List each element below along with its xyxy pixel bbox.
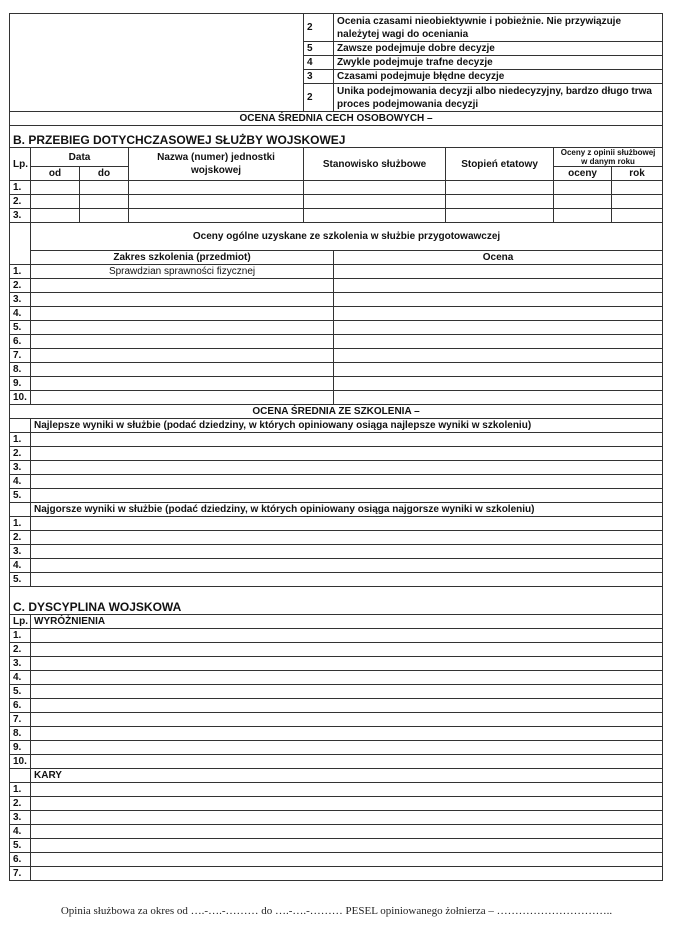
table-row bbox=[10, 405, 663, 419]
worst-result-field[interactable] bbox=[31, 531, 663, 545]
table-row bbox=[10, 853, 663, 867]
table-row bbox=[10, 335, 663, 349]
table-row bbox=[10, 251, 663, 265]
training-grade-header: Ocena bbox=[334, 251, 663, 265]
worst-results-title: Najgorsze wyniki w służbie (podać dziedziny, w których opiniowany osiąga najgorsze wyniki w szkoleniu) bbox=[31, 503, 663, 517]
table-row bbox=[10, 461, 663, 475]
blank-lp bbox=[10, 769, 31, 783]
row-number: 5. bbox=[10, 685, 31, 699]
table-row bbox=[10, 727, 663, 741]
table-row bbox=[10, 279, 663, 293]
trait-description: Zawsze podejmuje dobre decyzje bbox=[334, 42, 663, 56]
row-number: 4. bbox=[10, 307, 31, 321]
table-row bbox=[10, 755, 663, 769]
row-number: 10. bbox=[10, 391, 31, 405]
training-subject-field[interactable] bbox=[31, 293, 334, 307]
row-number: 6. bbox=[10, 335, 31, 349]
table-row bbox=[10, 839, 663, 853]
best-result-field[interactable] bbox=[31, 461, 663, 475]
award-field[interactable] bbox=[31, 629, 663, 643]
table-row bbox=[10, 447, 663, 461]
form-table bbox=[9, 13, 663, 881]
to-field[interactable] bbox=[80, 181, 129, 195]
row-number: 4. bbox=[10, 825, 31, 839]
worst-result-field[interactable] bbox=[31, 517, 663, 531]
grades-field[interactable] bbox=[554, 195, 612, 209]
unit-field[interactable] bbox=[129, 209, 304, 223]
table-row bbox=[10, 643, 663, 657]
trait-name-cell bbox=[10, 14, 304, 112]
table-row bbox=[10, 14, 663, 42]
trait-score: 2 bbox=[304, 14, 334, 42]
post-field[interactable] bbox=[304, 181, 446, 195]
blank-lp bbox=[10, 419, 31, 433]
row-number: 1. bbox=[10, 783, 31, 797]
table-row bbox=[10, 573, 663, 587]
award-field[interactable] bbox=[31, 699, 663, 713]
section-b-title: B. PRZEBIEG DOTYCHCZASOWEJ SŁUŻBY WOJSKOWEJ bbox=[10, 126, 663, 148]
col-grades: oceny bbox=[554, 167, 612, 181]
best-result-field[interactable] bbox=[31, 447, 663, 461]
unit-field[interactable] bbox=[129, 181, 304, 195]
row-number: 9. bbox=[10, 741, 31, 755]
row-number: 1. bbox=[10, 181, 31, 195]
award-field[interactable] bbox=[31, 643, 663, 657]
post-field[interactable] bbox=[304, 209, 446, 223]
row-number: 7. bbox=[10, 349, 31, 363]
from-field[interactable] bbox=[31, 209, 80, 223]
trait-score: 3 bbox=[304, 70, 334, 84]
rank-field[interactable] bbox=[446, 195, 554, 209]
penalty-field[interactable] bbox=[31, 839, 663, 853]
rank-field[interactable] bbox=[446, 181, 554, 195]
row-number: 2. bbox=[10, 279, 31, 293]
col-to: do bbox=[80, 167, 129, 181]
table-row bbox=[10, 489, 663, 503]
blank-lp bbox=[10, 503, 31, 517]
training-grade-field[interactable] bbox=[334, 307, 663, 321]
table-row bbox=[10, 713, 663, 727]
table-row bbox=[10, 321, 663, 335]
table-row bbox=[10, 419, 663, 433]
award-field[interactable] bbox=[31, 657, 663, 671]
table-row bbox=[10, 825, 663, 839]
footer-line: Opinia służbowa za okres od ….-….-……… do ….-….-……… PESEL opiniowanego żołnierza – ………………………….. bbox=[60, 905, 613, 917]
col-lp: Lp. bbox=[10, 615, 31, 629]
average-traits-label: OCENA ŚREDNIA CECH OSOBOWYCH – bbox=[10, 112, 663, 126]
row-number: 3. bbox=[10, 461, 31, 475]
awards-header: WYRÓŻNIENIA bbox=[31, 615, 663, 629]
trait-score: 4 bbox=[304, 56, 334, 70]
unit-field[interactable] bbox=[129, 195, 304, 209]
table-row bbox=[10, 126, 663, 148]
training-grade-field[interactable] bbox=[334, 321, 663, 335]
award-field[interactable] bbox=[31, 741, 663, 755]
rank-field[interactable] bbox=[446, 209, 554, 223]
training-title: Oceny ogólne uzyskane ze szkolenia w służbie przygotowawczej bbox=[31, 223, 663, 251]
col-rank: Stopień etatowy bbox=[446, 148, 554, 181]
best-result-field[interactable] bbox=[31, 475, 663, 489]
table-row bbox=[10, 349, 663, 363]
table-row bbox=[10, 699, 663, 713]
trait-score: 5 bbox=[304, 42, 334, 56]
award-field[interactable] bbox=[31, 727, 663, 741]
training-subject-field[interactable] bbox=[31, 363, 334, 377]
post-field[interactable] bbox=[304, 195, 446, 209]
from-field[interactable] bbox=[31, 195, 80, 209]
table-row bbox=[10, 195, 663, 209]
worst-result-field[interactable] bbox=[31, 573, 663, 587]
table-row bbox=[10, 559, 663, 573]
row-number: 4. bbox=[10, 671, 31, 685]
year-field[interactable] bbox=[612, 195, 663, 209]
col-year: rok bbox=[612, 167, 663, 181]
trait-description: Czasami podejmuje błędne decyzje bbox=[334, 70, 663, 84]
table-row bbox=[10, 685, 663, 699]
row-number: 4. bbox=[10, 559, 31, 573]
col-unit: Nazwa (numer) jednostki wojskowej bbox=[129, 148, 304, 181]
row-number: 3. bbox=[10, 545, 31, 559]
worst-result-field[interactable] bbox=[31, 559, 663, 573]
training-grade-field[interactable] bbox=[334, 279, 663, 293]
row-number: 5. bbox=[10, 573, 31, 587]
award-field[interactable] bbox=[31, 671, 663, 685]
training-grade-field[interactable] bbox=[334, 363, 663, 377]
penalty-field[interactable] bbox=[31, 853, 663, 867]
year-field[interactable] bbox=[612, 209, 663, 223]
col-post: Stanowisko służbowe bbox=[304, 148, 446, 181]
average-training-label: OCENA ŚREDNIA ZE SZKOLENIA – bbox=[10, 405, 663, 419]
best-results-title: Najlepsze wyniki w służbie (podać dziedziny, w których opiniowany osiąga najlepsze wyniki w szkoleniu) bbox=[31, 419, 663, 433]
worst-result-field[interactable] bbox=[31, 545, 663, 559]
table-row bbox=[10, 209, 663, 223]
row-number: 2. bbox=[10, 531, 31, 545]
table-row bbox=[10, 811, 663, 825]
table-row bbox=[10, 545, 663, 559]
penalty-field[interactable] bbox=[31, 825, 663, 839]
evaluation-form bbox=[9, 13, 662, 881]
row-number: 2. bbox=[10, 643, 31, 657]
row-number: 8. bbox=[10, 363, 31, 377]
training-subject-field[interactable] bbox=[31, 335, 334, 349]
training-grade-field[interactable] bbox=[334, 335, 663, 349]
table-row bbox=[10, 741, 663, 755]
row-number: 2. bbox=[10, 195, 31, 209]
trait-description: Zwykle podejmuje trafne decyzje bbox=[334, 56, 663, 70]
grades-field[interactable] bbox=[554, 209, 612, 223]
row-number: 4. bbox=[10, 475, 31, 489]
row-number: 1. bbox=[10, 629, 31, 643]
award-field[interactable] bbox=[31, 713, 663, 727]
row-number: 5. bbox=[10, 321, 31, 335]
table-row bbox=[10, 769, 663, 783]
section-c-title: C. DYSCYPLINA WOJSKOWA bbox=[10, 587, 663, 615]
table-row bbox=[10, 517, 663, 531]
training-subject-field[interactable]: Sprawdzian sprawności fizycznej bbox=[31, 265, 334, 279]
row-number: 1. bbox=[10, 265, 31, 279]
row-number: 8. bbox=[10, 727, 31, 741]
table-row bbox=[10, 503, 663, 517]
col-lp: Lp. bbox=[10, 148, 31, 181]
best-result-field[interactable] bbox=[31, 489, 663, 503]
penalties-header: KARY bbox=[31, 769, 663, 783]
trait-description: Unika podejmowania decyzji albo niedecyzyjny, bardzo długo trwa proces podejmowania decyzji bbox=[334, 84, 663, 112]
table-row bbox=[10, 148, 663, 167]
award-field[interactable] bbox=[31, 685, 663, 699]
row-number: 2. bbox=[10, 447, 31, 461]
training-grade-field[interactable] bbox=[334, 377, 663, 391]
penalty-field[interactable] bbox=[31, 783, 663, 797]
row-number: 3. bbox=[10, 811, 31, 825]
penalty-field[interactable] bbox=[31, 811, 663, 825]
table-row bbox=[10, 783, 663, 797]
training-spacer bbox=[10, 223, 31, 265]
grades-field[interactable] bbox=[554, 181, 612, 195]
penalty-field[interactable] bbox=[31, 797, 663, 811]
table-row bbox=[10, 475, 663, 489]
training-subject-field[interactable] bbox=[31, 349, 334, 363]
from-field[interactable] bbox=[31, 181, 80, 195]
training-subject-field[interactable] bbox=[31, 391, 334, 405]
row-number: 6. bbox=[10, 853, 31, 867]
training-subject-field[interactable] bbox=[31, 307, 334, 321]
col-from: od bbox=[31, 167, 80, 181]
row-number: 1. bbox=[10, 433, 31, 447]
table-row bbox=[10, 531, 663, 545]
table-row bbox=[10, 265, 663, 279]
row-number: 2. bbox=[10, 797, 31, 811]
row-number: 5. bbox=[10, 489, 31, 503]
training-grade-field[interactable] bbox=[334, 293, 663, 307]
to-field[interactable] bbox=[80, 209, 129, 223]
best-result-field[interactable] bbox=[31, 433, 663, 447]
row-number: 3. bbox=[10, 657, 31, 671]
row-number: 3. bbox=[10, 209, 31, 223]
row-number: 9. bbox=[10, 377, 31, 391]
table-row bbox=[10, 293, 663, 307]
row-number: 6. bbox=[10, 699, 31, 713]
training-scope-header: Zakres szkolenia (przedmiot) bbox=[31, 251, 334, 265]
col-date: Data bbox=[31, 148, 129, 167]
table-row bbox=[10, 587, 663, 615]
trait-score: 2 bbox=[304, 84, 334, 112]
year-field[interactable] bbox=[612, 181, 663, 195]
to-field[interactable] bbox=[80, 195, 129, 209]
award-field[interactable] bbox=[31, 755, 663, 769]
table-row bbox=[10, 181, 663, 195]
table-row bbox=[10, 377, 663, 391]
table-row bbox=[10, 671, 663, 685]
training-grade-field[interactable] bbox=[334, 349, 663, 363]
table-row bbox=[10, 363, 663, 377]
training-subject-field[interactable] bbox=[31, 279, 334, 293]
row-number: 1. bbox=[10, 517, 31, 531]
table-row bbox=[10, 615, 663, 629]
table-row bbox=[10, 629, 663, 643]
table-row bbox=[10, 797, 663, 811]
row-number: 7. bbox=[10, 713, 31, 727]
row-number: 10. bbox=[10, 755, 31, 769]
penalty-field[interactable] bbox=[31, 867, 663, 881]
table-row bbox=[10, 433, 663, 447]
table-row bbox=[10, 223, 663, 251]
trait-description: Ocenia czasami nieobiektywnie i pobieżnie. Nie przywiązuje należytej wagi do oceniania bbox=[334, 14, 663, 42]
table-row bbox=[10, 657, 663, 671]
row-number: 7. bbox=[10, 867, 31, 881]
training-grade-field[interactable] bbox=[334, 265, 663, 279]
row-number: 5. bbox=[10, 839, 31, 853]
training-subject-field[interactable] bbox=[31, 377, 334, 391]
row-number: 3. bbox=[10, 293, 31, 307]
table-row bbox=[10, 307, 663, 321]
training-subject-field[interactable] bbox=[31, 321, 334, 335]
training-grade-field[interactable] bbox=[334, 391, 663, 405]
col-opinion: Oceny z opinii służbowej w danym roku bbox=[554, 148, 663, 167]
table-row bbox=[10, 112, 663, 126]
table-row bbox=[10, 391, 663, 405]
table-row bbox=[10, 867, 663, 881]
